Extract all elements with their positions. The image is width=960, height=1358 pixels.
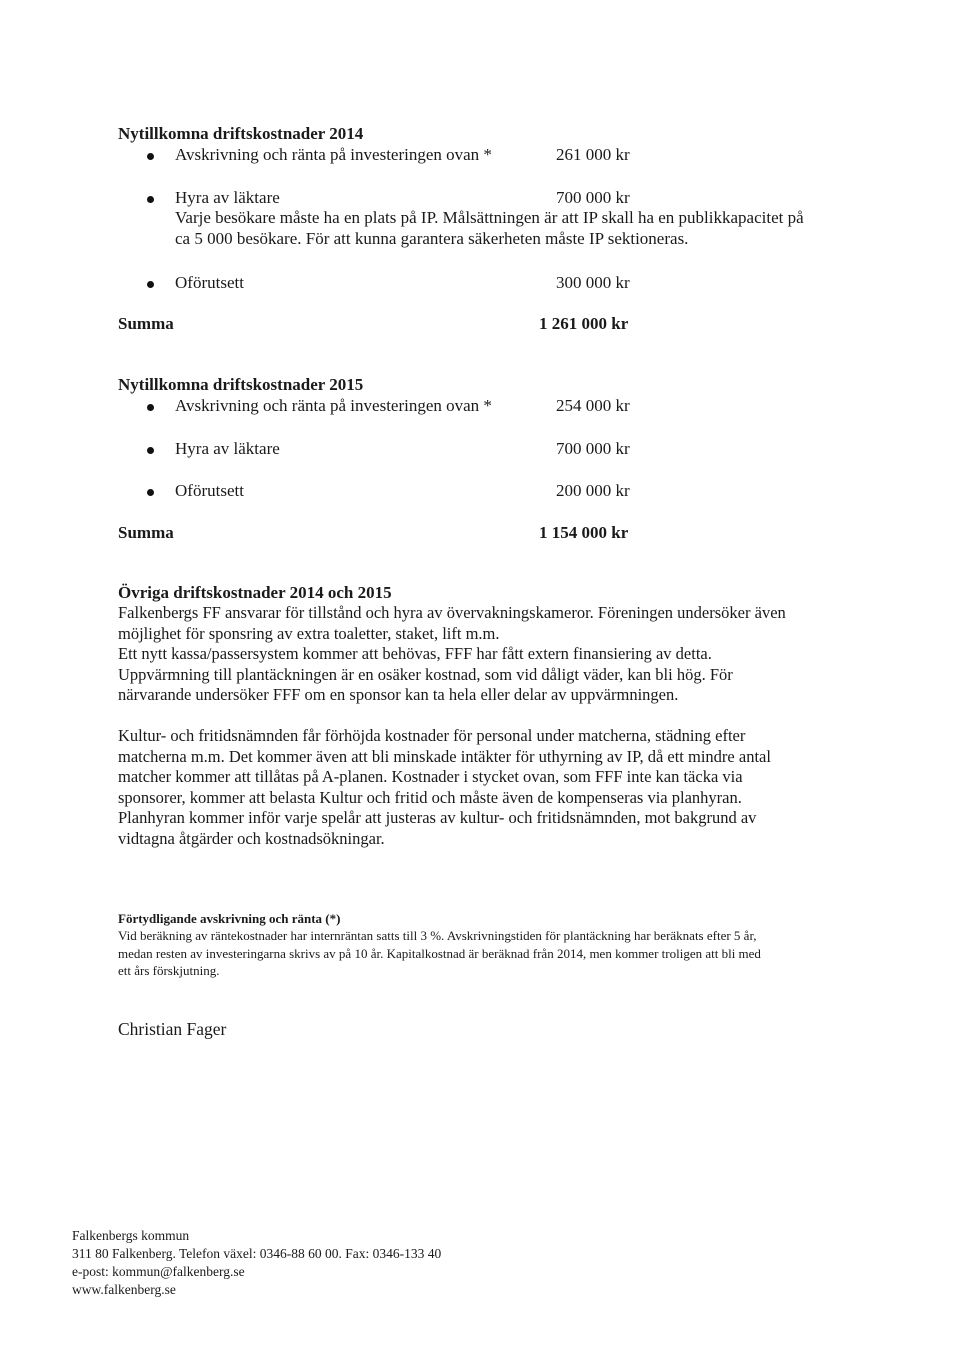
footer-email: e-post: kommun@falkenberg.se (72, 1264, 245, 1279)
item-amount: 261 000 kr (556, 145, 630, 164)
item-label: Oförutsett (175, 273, 244, 292)
clarification-line: medan resten av investeringarna skrivs av på 10 år. Kapitalkostnad är beräknad från 2014, men kommer troligen att bli med (118, 946, 761, 961)
item-amount: 254 000 kr (556, 396, 630, 415)
paragraph-line: vidtagna åtgärder och kostnadsökningar. (118, 828, 385, 848)
heading-2015: Nytillkomna driftskostnader 2015 (118, 375, 364, 394)
paragraph-line: Kultur- och fritidsnämnden får förhöjda kostnader för personal under matcherna, städning efter (118, 726, 746, 745)
bullet-icon (147, 489, 154, 496)
sum-label: Summa (118, 523, 174, 542)
item-label: Avskrivning och ränta på investeringen ovan * (175, 396, 492, 415)
paragraph-line: matcherna m.m. Det kommer även att bli minskade intäkter för uthyrning av IP, då ett mindre antal (118, 746, 771, 766)
paragraph-line: sponsorer, kommer att belasta Kultur och fritid och måste även de kompenseras via planhyran. (118, 787, 742, 807)
bullet-icon (147, 281, 154, 288)
item-amount: 200 000 kr (556, 481, 630, 500)
footer-web: www.falkenberg.se (72, 1282, 176, 1297)
footer-address: 311 80 Falkenberg. Telefon växel: 0346-88 60 00. Fax: 0346-133 40 (72, 1246, 442, 1261)
sum-amount: 1 154 000 kr (539, 523, 629, 542)
paragraph-line: Falkenbergs FF ansvarar för tillstånd och hyra av övervakningskameror. Föreningen undersöker även (118, 603, 786, 622)
item-amount: 300 000 kr (556, 273, 630, 292)
paragraph-line: närvarande undersöker FFF om en sponsor kan ta hela eller delar av uppvärmningen. (118, 685, 679, 705)
bullet-icon (147, 153, 154, 160)
paragraph-line: matcher kommer att tillåtas på A-planen. Kostnader i stycket ovan, som FFF inte kan täcka via (118, 767, 743, 787)
clarification-line: Vid beräkning av räntekostnader har internräntan satts till 3 %. Avskrivningstiden för plantäckning har beräknats efter 5 år, (118, 928, 757, 943)
sum-label: Summa (118, 314, 174, 333)
item-note-line: ca 5 000 besökare. För att kunna garantera säkerheten måste IP sektioneras. (175, 229, 689, 248)
item-note-line: Varje besökare måste ha en plats på IP. Målsättningen är att IP skall ha en publikkapacitet på (175, 208, 804, 227)
culture-costs-paragraph (118, 726, 848, 850)
item-label: Hyra av läktare (175, 188, 280, 207)
footer-org: Falkenbergs kommun (72, 1228, 190, 1243)
paragraph-line: Planhyran kommer inför varje spelår att justeras av kultur- och fritidsnämnden, mot bakgrund av (118, 808, 757, 828)
item-label: Hyra av läktare (175, 439, 280, 458)
other-costs-paragraph (118, 603, 848, 706)
paragraph-line: möjlighet för sponsring av extra toaletter, staket, lift m.m. (118, 623, 500, 643)
paragraph-line: Uppvärmning till plantäckningen är en osäker kostnad, som vid dåligt väder, kan bli hög. För (118, 664, 733, 684)
item-amount: 700 000 kr (556, 188, 630, 207)
heading-other-costs: Övriga driftskostnader 2014 och 2015 (118, 583, 392, 602)
paragraph-line: Ett nytt kassa/passersystem kommer att behövas, FFF har fått extern finansiering av detta. (118, 644, 712, 664)
item-label: Avskrivning och ränta på investeringen ovan * (175, 145, 492, 164)
item-label: Oförutsett (175, 481, 244, 500)
item-amount: 700 000 kr (556, 439, 630, 458)
bullet-icon (147, 447, 154, 454)
signature: Christian Fager (118, 1019, 227, 1039)
clarification-line: ett års förskjutning. (118, 963, 220, 978)
heading-2014: Nytillkomna driftskostnader 2014 (118, 124, 364, 143)
bullet-icon (147, 404, 154, 411)
bullet-icon (147, 196, 154, 203)
sum-amount: 1 261 000 kr (539, 314, 629, 333)
clarification-heading: Förtydligande avskrivning och ränta (*) (118, 911, 341, 926)
